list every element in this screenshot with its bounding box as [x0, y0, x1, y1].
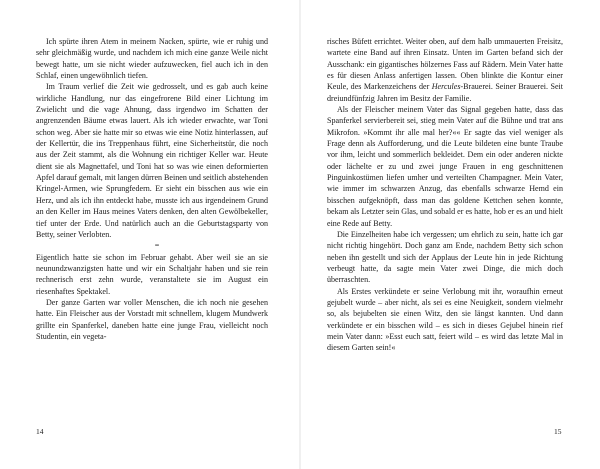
right-page-text	[327, 36, 563, 354]
paragraph	[327, 36, 563, 104]
paragraph: Ich spürte ihren Atem in meinem Nacken, spürte, wie er ruhig und sehr gleichmäßig wurde, und nachdem ich mich eine ganze Weile nicht bewegt hatte, um sie nicht wieder aufzuwecken, fiel auch ich in den Schlaf, einen ungewöhnlich tiefen.	[36, 37, 268, 81]
paragraph: Als Erstes verkündete er seine Verlobung mit ihr, woraufhin erneut gejubelt wurde – aber nicht, als sei es eine Neuigkeit, sondern vielmehr so, als bejubelten sie einen Witz, den sie längst kannten. Und dann verkündete er ein bisschen wild – es sich in dieses Gejubel hinein rief mein Vater dann: »Esst euch satt, feiert wild – es wird das letzte Mal in diesem Garten sein!«	[327, 286, 563, 353]
paragraph: Eigentlich hatte sie schon im Februar gehabt. Aber weil sie an sie neunundzwanzigsten hatte und wir ein Schaltjahr haben und sie rein rechnerisch erst zehn wurde, veranstaltete sie im August ein riesenhaftes Spektakel.	[36, 252, 268, 296]
paragraph: Als der Fleischer meinem Vater das Signal gegeben hatte, dass das Spanferkel servierbereit sei, stieg mein Vater auf die Bühne und trat ans Mikrofon. »Kommt ihr alle mal her?«« Er sagte das viel weniger als Frage denn als Aufforderung, und die Leute bildeten eine bunte Traube vor ihm, leicht und sommerlich bekleidet. Dem ein oder anderen nickte oder lächelte er zu und zwei junge Frauen in eng geschnittenen Pinguinkostümen liefen umher und verteilten Champagner. Mein Vater, wie immer im schwarzen Anzug, das ebenfalls schwarze Hemd ein bisschen aufgeknöpft, dass man das goldene Kettchen sehen konnte, bekam als Letzter sein Glas, und sobald er es hatte, hob er es an und hielt eine Rede auf Betty.	[327, 105, 563, 228]
paragraph: Der ganze Garten war voller Menschen, die ich noch nie gesehen hatte. Ein Fleischer aus der Vorstadt mit schnellem, klugem Mundwerk grillte ein Spanferkel, daneben hatte eine junge Frau, vielleicht noch Studentin, ein vegeta-	[36, 297, 268, 341]
right-page	[300, 0, 600, 469]
paragraph: Die Einzelheiten habe ich vergessen; um ehrlich zu sein, hatte ich gar nicht richtig hingehört. Doch ganz am Ende, nachdem Betty sich schon neben ihn gestellt und sich der Applaus der Leute hin in jede Richtung verbeugt hatte, da sagte mein Vater zwei Dinge, die mich doch überraschten.	[327, 229, 563, 285]
paragraph: Im Traum verlief die Zeit wie gedrosselt, und es gab auch keine wirkliche Handlung, nur das eingefrorene Bild einer Lichtung im Zwielicht und die vage Ahnung, dass irgendwo im Schatten der angrenzenden Bäume etwas lauert. Als ich wieder erwachte, war Toni schon weg. Aber sie hatte mir so etwas wie eine Notiz hinterlassen, auf der Kellertür, die ins Treppenhaus führt, eine Sicherheitstür, die noch aus der Zeit stammt, als die Wohnung ein richtiger Keller war. Heute dient sie als Magnettafel, und Toni hat so was wie einen deformierten Apfel darauf gemalt, mit langen dürren Beinen und seitlich abstehenden Kringel-Armen, wie Sprungfedern. Er sieht ein bisschen aus wie ein Herz, und als ich ihn entdeckt habe, musste ich aus irgendeinem Grund an den Keller im Haus meines Vaters denken, den alten Gewölbekeller, tief unter der Erde. Und natürlich auch an die Geburtstagsparty von Betty, seiner Verlobten.	[36, 82, 268, 239]
left-page-text	[36, 36, 268, 342]
paragraph-text: risches Büfett errichtet. Weiter oben, auf dem halb ummauerten Freisitz, wartete eine Band auf ihren Einsatz. Unten im Garten befand sich der Ausschank: ein gigantisches hölzernes Fass auf Rädern. Mein Vater hatte es für diesen Anlass anfertigen lassen. Oben blinkte die Kontur einer Keule, des Markenzeichens der	[327, 37, 563, 92]
page-number-left: 14	[36, 427, 44, 436]
section-separator: =	[154, 241, 160, 251]
brand-name: Hercules	[431, 82, 461, 92]
paragraph-text: -Brauerei. Seiner Brauerei. Seit dreiundfünfzig Jahren im Besitz der Familie.	[327, 82, 563, 103]
page-number-right: 15	[554, 427, 562, 436]
